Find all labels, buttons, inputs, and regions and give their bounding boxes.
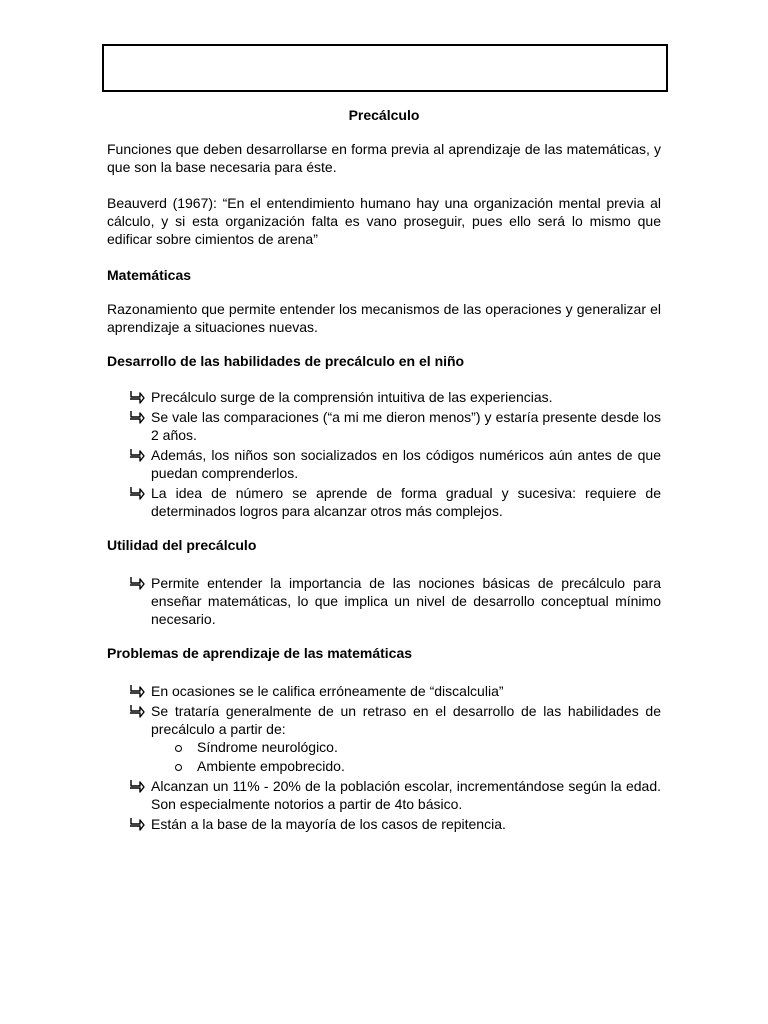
quote-paragraph: Beauverd (1967): “En el entendimiento humano hay una organización mental previa al cálculo, y si esta organización falta es vano proseguir, pues ello será lo mismo que edificar sobre cimientos de arena” bbox=[107, 195, 661, 247]
list-item: La idea de número se aprende de forma gradual y sucesiva: requiere de determinados logros para alcanzar otros más complejos. bbox=[107, 484, 661, 520]
list-item: Alcanzan un 11% - 20% de la población escolar, incrementándose según la edad. Son especialmente notorios a partir de 4to básico. bbox=[107, 777, 661, 813]
section-heading-problemas: Problemas de aprendizaje de las matemáticas bbox=[107, 645, 413, 661]
section-heading-matematicas: Matemáticas bbox=[107, 267, 192, 283]
sub-list bbox=[151, 738, 661, 775]
hand-pointing-arrow-icon bbox=[129, 684, 145, 698]
matematicas-paragraph: Razonamiento que permite entender los mecanismos de las operaciones y generalizar el aprendizaje a situaciones nuevas. bbox=[107, 301, 661, 335]
hand-pointing-arrow-icon bbox=[129, 576, 145, 590]
intro-paragraph: Funciones que deben desarrollarse en forma previa al aprendizaje de las matemáticas, y que son la base necesaria para éste. bbox=[107, 141, 661, 175]
hand-pointing-arrow-icon bbox=[129, 410, 145, 424]
list-item: Permite entender la importancia de las nociones básicas de precálculo para enseñar matemáticas, lo que implica un nivel de desarrollo conceptual mínimo necesario. bbox=[107, 574, 661, 628]
section-heading-utilidad: Utilidad del precálculo bbox=[107, 537, 257, 553]
hand-pointing-arrow-icon bbox=[129, 486, 145, 500]
list-item: Además, los niños son socializados en los códigos numéricos aún antes de que puedan comprenderlos. bbox=[107, 446, 661, 482]
document-title: Precálculo bbox=[348, 107, 420, 123]
header-box bbox=[102, 44, 668, 92]
problemas-list bbox=[107, 682, 661, 833]
hand-pointing-arrow-icon bbox=[129, 704, 145, 718]
hand-pointing-arrow-icon bbox=[129, 817, 145, 831]
hand-pointing-arrow-icon bbox=[129, 390, 145, 404]
hollow-circle-icon bbox=[175, 745, 182, 752]
hand-pointing-arrow-icon bbox=[129, 448, 145, 462]
hollow-circle-icon bbox=[175, 764, 182, 771]
section-heading-desarrollo: Desarrollo de las habilidades de precálculo en el niño bbox=[107, 353, 465, 369]
list-item: Están a la base de la mayoría de los casos de repitencia. bbox=[107, 815, 661, 833]
document-body bbox=[107, 106, 661, 835]
list-item: En ocasiones se le califica erróneamente de “discalculia” bbox=[107, 682, 661, 700]
sub-list-item: Síndrome neurológico. bbox=[151, 738, 661, 756]
list-item: Se trataría generalmente de un retraso en el desarrollo de las habilidades de precálculo a partir de: Síndrome neurológico. Ambiente empobrecido. bbox=[107, 702, 661, 775]
sub-list-item: Ambiente empobrecido. bbox=[151, 757, 661, 775]
utilidad-list bbox=[107, 574, 661, 628]
desarrollo-list bbox=[107, 388, 661, 520]
list-item: Se vale las comparaciones (“a mi me dieron menos”) y estaría presente desde los 2 años. bbox=[107, 408, 661, 444]
hand-pointing-arrow-icon bbox=[129, 779, 145, 793]
list-item: Precálculo surge de la comprensión intuitiva de las experiencias. bbox=[107, 388, 661, 406]
